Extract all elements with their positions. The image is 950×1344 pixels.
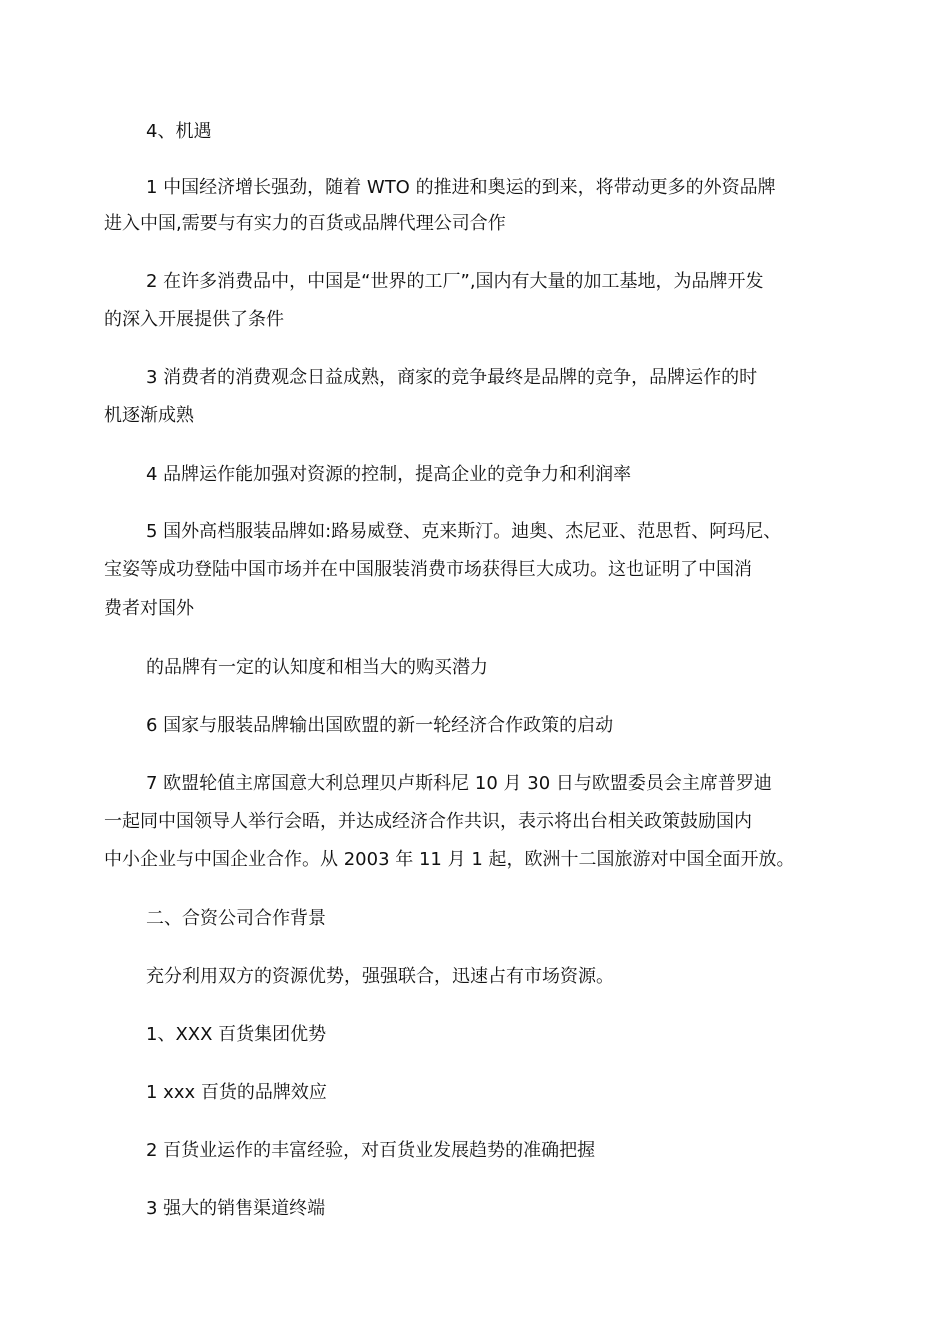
paragraph-line: 的深入开展提供了条件 — [104, 309, 284, 330]
paragraph-line: 1 xxx 百货的品牌效应 — [146, 1082, 327, 1103]
paragraph-line: 中小企业与中国企业合作。从 2003 年 11 月 1 起，欧洲十二国旅游对中国全面开放。 — [104, 849, 795, 870]
paragraph-line: 5 国外高档服装品牌如:路易威登、克来斯汀。迪奥、杰尼亚、范思哲、阿玛尼、 — [146, 521, 782, 542]
paragraph-line: 3 强大的销售渠道终端 — [146, 1198, 326, 1219]
paragraph-line: 2 百货业运作的丰富经验，对百货业发展趋势的准确把握 — [146, 1140, 596, 1161]
paragraph-line: 的品牌有一定的认知度和相当大的购买潜力 — [146, 657, 488, 678]
paragraph-line: 机逐渐成熟 — [104, 405, 194, 426]
paragraph-line: 一起同中国领导人举行会晤，并达成经济合作共识，表示将出台相关政策鼓励国内 — [104, 811, 752, 832]
paragraph-line: 4 品牌运作能加强对资源的控制，提高企业的竞争力和利润率 — [146, 464, 632, 485]
paragraph-line: 进入中国,需要与有实力的百货或品牌代理公司合作 — [104, 213, 506, 234]
paragraph-line: 费者对国外 — [104, 598, 194, 619]
section-heading-opportunity: 4、机遇 — [146, 121, 212, 142]
paragraph-line: 充分利用双方的资源优势，强强联合，迅速占有市场资源。 — [146, 966, 614, 987]
paragraph-line: 6 国家与服装品牌输出国欧盟的新一轮经济合作政策的启动 — [146, 715, 614, 736]
paragraph-line: 宝姿等成功登陆中国市场并在中国服装消费市场获得巨大成功。这也证明了中国消 — [104, 559, 752, 580]
section-heading-jv-background: 二、合资公司合作背景 — [146, 908, 326, 929]
subheading-group-advantages: 1、XXX 百货集团优势 — [146, 1024, 327, 1045]
paragraph-line: 7 欧盟轮值主席国意大利总理贝卢斯科尼 10 月 30 日与欧盟委员会主席普罗迪 — [146, 773, 772, 794]
paragraph-line: 3 消费者的消费观念日益成熟，商家的竞争最终是品牌的竞争，品牌运作的时 — [146, 367, 758, 388]
paragraph-line: 1 中国经济增长强劲，随着 WTO 的推进和奥运的到来，将带动更多的外资品牌 — [146, 177, 776, 198]
paragraph-line: 2 在许多消费品中，中国是“世界的工厂”,国内有大量的加工基地，为品牌开发 — [146, 271, 764, 292]
